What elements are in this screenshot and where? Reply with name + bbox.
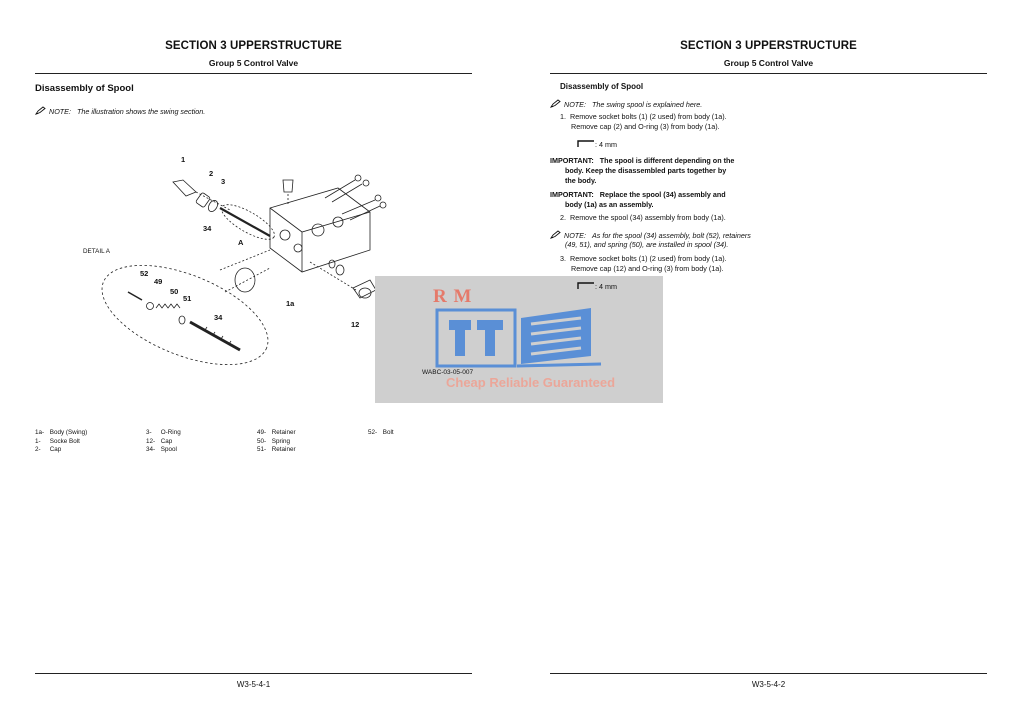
important-1-line-3: the body.: [565, 176, 597, 185]
right-header-rule: [550, 73, 987, 74]
left-section-title: SECTION 3 UPPERSTRUCTURE: [165, 40, 342, 52]
cap-12: [353, 280, 376, 298]
o-ring-right: [336, 265, 344, 275]
legend-col-3: [257, 429, 296, 455]
detail-spool-34: [190, 322, 240, 350]
body-port-4: [333, 217, 343, 227]
right-section-title: SECTION 3 UPPERSTRUCTURE: [680, 40, 857, 52]
pencil-note-icon: [550, 230, 561, 239]
legend-item: 2- Cap: [35, 446, 62, 453]
cap: [195, 192, 210, 208]
wrench-size-text: : 4 mm: [595, 140, 617, 149]
note-text: As for the spool (34) assembly, bolt (52), retainers: [591, 231, 751, 240]
left-heading: Disassembly of Spool: [35, 83, 134, 94]
step-3: [560, 254, 727, 263]
right-note-2-line-2: (49, 51), and spring (50), are installed in spool (34).: [565, 240, 729, 249]
legend-col-2: [146, 429, 181, 455]
detail-a-oval: [88, 245, 281, 385]
callout-1: 1: [181, 155, 186, 164]
step-number: 2.: [560, 213, 566, 222]
right-group-title: Group 5 Control Valve: [723, 58, 814, 68]
callout-12: 12: [351, 320, 360, 329]
watermark-logo-icon: [435, 306, 605, 368]
wrench-size-2: [577, 282, 617, 291]
callout-a: A: [238, 238, 244, 247]
body-port: [280, 230, 290, 240]
note-label: NOTE:: [564, 100, 586, 109]
right-page-number: W3-5-4-2: [751, 680, 786, 689]
nut: [355, 175, 361, 181]
legend-col-4: [368, 429, 394, 438]
callout-34-detail: 34: [214, 313, 223, 322]
callout-3: 3: [221, 177, 226, 186]
detail-retainer-49: [147, 303, 154, 310]
legend-item: 52- Bolt: [368, 429, 394, 436]
watermark-box: [375, 276, 663, 403]
left-note-text: The illustration shows the swing section.: [76, 107, 206, 116]
callout-50: 50: [170, 287, 179, 296]
socket-bolt: [173, 180, 196, 196]
note-label: NOTE:: [564, 231, 586, 240]
legend-item: 51- Retainer: [257, 446, 296, 453]
hex-wrench-icon: [577, 140, 595, 148]
left-note-label: NOTE:: [49, 107, 71, 116]
top-fitting: [283, 180, 293, 192]
callout-52: 52: [140, 269, 149, 278]
important-text: Replace the spool (34) assembly and: [599, 190, 726, 199]
left-page-number: W3-5-4-1: [236, 680, 271, 689]
o-ring-right-2: [329, 260, 335, 268]
step-number: 3.: [560, 254, 566, 263]
callout-51: 51: [183, 294, 192, 303]
step-text: Remove socket bolts (1) (2 used) from body (1a).: [570, 112, 727, 121]
legend-item: 1a- Body (Swing): [35, 429, 88, 436]
large-o-ring: [235, 268, 255, 292]
detail-a-label: DETAIL A: [83, 248, 110, 255]
legend-item: 50- Spring: [257, 437, 290, 445]
callout-2: 2: [209, 169, 214, 178]
legend-item: 34- Spool: [146, 446, 177, 453]
important-label: IMPORTANT:: [550, 190, 594, 199]
wrench-size-text: : 4 mm: [595, 282, 617, 291]
legend-item: 49- Retainer: [257, 429, 296, 436]
important-2-line-2: body (1a) as an assembly.: [565, 200, 654, 209]
pencil-note-icon: [35, 106, 46, 115]
left-note: [35, 106, 205, 116]
right-footer-rule: [550, 673, 987, 674]
body-port-3: [312, 224, 324, 236]
step-1-line-2: Remove cap (2) and O-ring (3) from body (1a).: [571, 122, 720, 131]
legend-col-1: [35, 429, 87, 455]
detail-bolt: [128, 292, 142, 300]
legend-item: 3- O-Ring: [146, 429, 181, 436]
hex-wrench-icon: [577, 282, 595, 290]
step-3-line-2: Remove cap (12) and O-ring (3) from body (1a).: [571, 264, 724, 273]
spool-exploded-illustration: [70, 150, 400, 390]
step-number: 1.: [560, 112, 566, 121]
pencil-note-icon: [550, 99, 561, 108]
callout-49: 49: [154, 277, 163, 286]
wrench-size-1: [577, 140, 617, 149]
step-text: Remove the spool (34) assembly from body (1a).: [570, 213, 726, 222]
valve-body-edge: [270, 208, 370, 232]
body-port-2: [294, 244, 302, 252]
legend-item: 1- Socke Bolt: [35, 437, 80, 445]
important-1-line-2: body. Keep the disassembled parts together by: [565, 166, 727, 175]
callout-1a: 1a: [286, 299, 295, 308]
important-1: [550, 156, 734, 165]
important-text: The spool is different depending on the: [599, 156, 735, 165]
note-text: The swing spool is explained here.: [591, 100, 703, 109]
detail-retainer-51: [179, 316, 185, 324]
left-footer-rule: [35, 673, 472, 674]
nut-2: [363, 180, 369, 186]
watermark-letters: R M: [433, 286, 473, 307]
important-label: IMPORTANT:: [550, 156, 594, 165]
callout-34-top: 34: [203, 224, 212, 233]
legend-item: 12- Cap: [146, 437, 173, 445]
tie-rods: [325, 180, 380, 220]
step-1: [560, 112, 727, 121]
figure-id: WABC-03-05-007: [422, 369, 474, 376]
right-note-2: [550, 230, 751, 240]
nut-4: [380, 202, 386, 208]
nut-3: [375, 195, 381, 201]
right-heading: Disassembly of Spool: [560, 82, 644, 91]
watermark-slogan: Cheap Reliable Guaranteed: [446, 375, 616, 390]
left-header-rule: [35, 73, 472, 74]
right-note-1: [550, 99, 702, 109]
left-group-title: Group 5 Control Valve: [208, 58, 299, 68]
detail-spring-50: [156, 304, 180, 308]
step-text: Remove socket bolts (1) (2 used) from body (1a).: [570, 254, 727, 263]
step-2: [560, 213, 726, 222]
spool-shaft: [220, 208, 270, 236]
important-2: [550, 190, 726, 199]
